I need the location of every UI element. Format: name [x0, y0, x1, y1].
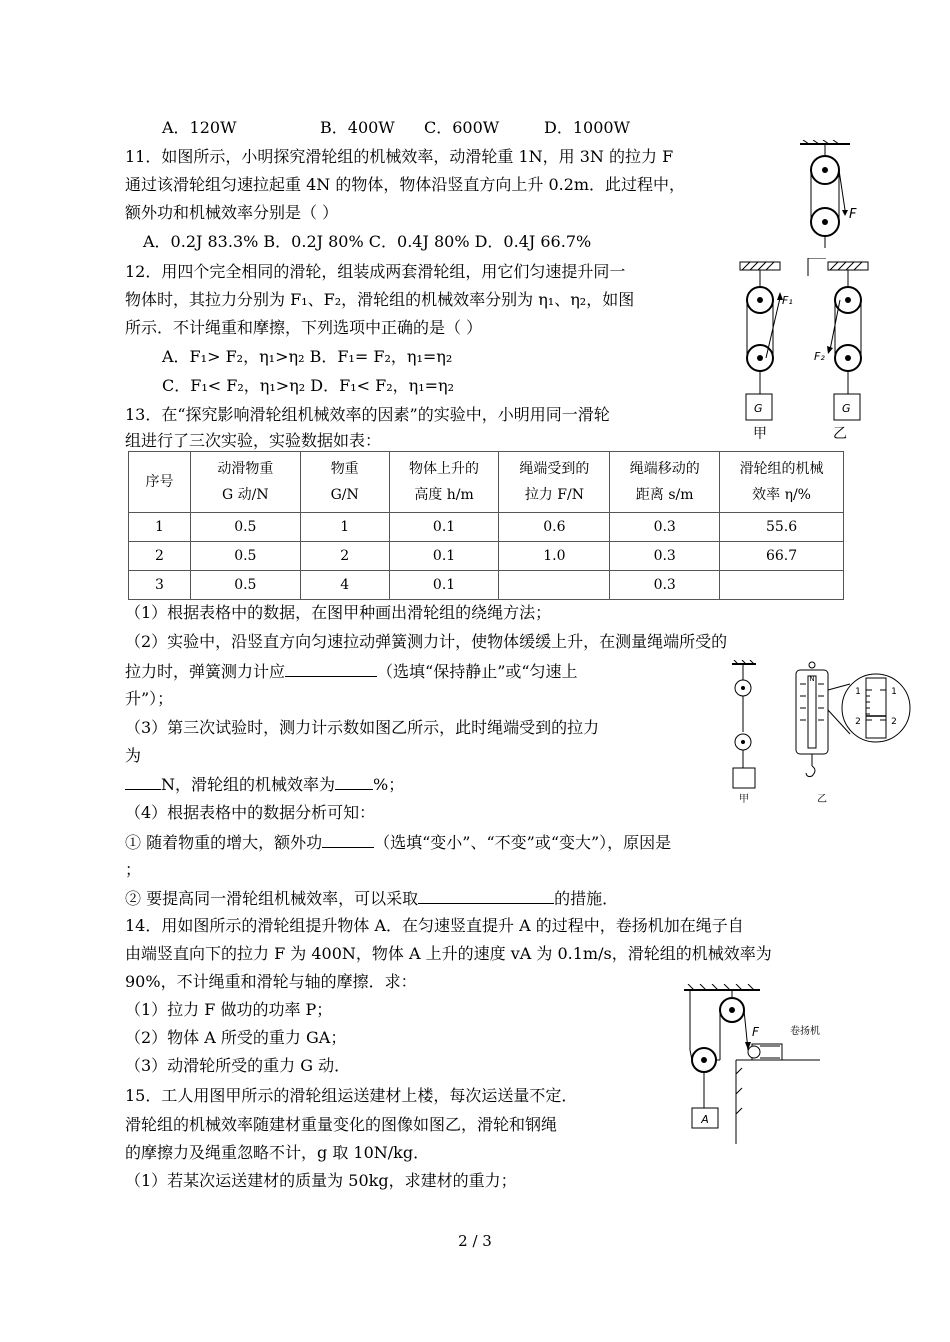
table-cell [720, 571, 844, 600]
q14-sub3: （3）动滑轮所受的重力 G 动． [125, 1056, 351, 1075]
table-cell: 4 [300, 571, 389, 600]
q13-line2: 组进行了三次实验，实验数据如表： [125, 431, 382, 450]
q12-pulley-figure [736, 258, 876, 448]
table-row [129, 513, 844, 542]
q13-part4b: ② 要提高同一滑轮组机械效率，可以采取 的措施． [125, 889, 619, 908]
q13-part2-line1: （2）实验中，沿竖直方向匀速拉动弹簧测力计，使物体缓缓上升，在测量绳端所受的 [125, 632, 728, 651]
q12-options-ab: A．F₁> F₂，η₁>η₂ B．F₁= F₂，η₁=η₂ [162, 347, 453, 366]
q13-part4a-end: ； [125, 860, 142, 879]
q15-line3: 的摩擦力及绳重忽略不计，g 取 10N/kg． [125, 1143, 430, 1162]
q12-line2: 物体时，其拉力分别为 F₁、F₂，滑轮组的机械效率分别为 η₁、η₂，如图 [125, 290, 635, 309]
q12-fig-f1: F₁ [782, 294, 793, 307]
q11-options: A．0.2J 83.3% B．0.2J 80% C．0.4J 80% D．0.4J 66.7% [143, 232, 592, 251]
q11-line3: 额外功和机械效率分别是（ ） [125, 203, 339, 222]
q12-fig-g-jia: G [754, 402, 763, 415]
table-cell: 0.5 [190, 571, 300, 600]
q13-part4b-blank[interactable] [418, 887, 554, 904]
q13-fig-scale-2-left: 2 [855, 717, 861, 727]
q11-line1: 11．如图所示，小明探究滑轮组的机械效率，动滑轮重 1N，用 3N 的拉力 F [125, 147, 674, 166]
q13-fig-label-yi: 乙 [817, 794, 827, 805]
q15-sub1: （1）若某次运送建材的质量为 50kg，求建材的重力； [125, 1171, 517, 1190]
q13-data-table [128, 451, 844, 600]
table-cell: 66.7 [720, 542, 844, 571]
q13-fig-label-jia: 甲 [739, 794, 749, 805]
q14-fig-winch-label: 卷扬机 [790, 1026, 820, 1037]
q12-options-cd: C．F₁< F₂，η₁>η₂ D．F₁< F₂，η₁=η₂ [162, 376, 455, 395]
table-header-cell: 绳端受到的 拉力 F/N [499, 452, 610, 513]
table-header-cell: 序号 [129, 452, 191, 513]
q12-fig-g-yi: G [842, 402, 851, 415]
q14-line2: 由端竖直向下的拉力 F 为 400N，物体 A 上升的速度 vA 为 0.1m/s，滑轮组的机械效率为 [125, 944, 772, 963]
table-cell: 55.6 [720, 513, 844, 542]
table-cell: 1.0 [499, 542, 610, 571]
q13-part2-blank[interactable] [285, 660, 377, 677]
q14-sub1: （1）拉力 F 做功的功率 P； [125, 1000, 333, 1019]
q14-line1: 14．用如图所示的滑轮组提升物体 A．在匀速竖直提升 A 的过程中，卷扬机加在绳子自 [125, 916, 744, 935]
table-header-cell: 滑轮组的机械 效率 η/% [720, 452, 844, 513]
q12-line3: 所示．不计绳重和摩擦，下列选项中正确的是（ ） [125, 318, 483, 337]
table-cell: 0.3 [610, 571, 720, 600]
table-header-cell: 物体上升的 高度 h/m [389, 452, 499, 513]
q14-winch-figure [670, 984, 840, 1150]
table-cell: 0.6 [499, 513, 610, 542]
q13-part4a-blank[interactable] [322, 831, 374, 848]
table-cell: 1 [300, 513, 389, 542]
q13-figure [726, 660, 916, 810]
q13-part3-line3: N，滑轮组的机械效率为 %； [125, 773, 404, 796]
q10-option-d: D．1000W [544, 118, 630, 137]
q12-fig-label-jia: 甲 [753, 426, 767, 442]
q12-line1: 12．用四个完全相同的滑轮，组装成两套滑轮组，用它们匀速提升同一 [125, 262, 626, 281]
q14-fig-a-label: A [701, 1113, 709, 1126]
q10-option-c: C．600W [424, 118, 500, 137]
table-cell: 0.3 [610, 542, 720, 571]
q13-fig-scale-1-right: 1 [891, 687, 897, 697]
q13-part4: （4）根据表格中的数据分析可知： [125, 803, 376, 822]
q13-part3-efficiency-blank[interactable] [335, 773, 373, 790]
table-cell: 0.3 [610, 513, 720, 542]
q14-fig-force-label: F [752, 1025, 759, 1039]
q14-sub2: （2）物体 A 所受的重力 GA； [125, 1028, 347, 1047]
table-cell: 3 [129, 571, 191, 600]
q14-line3: 90%，不计绳重和滑轮与轴的摩擦．求： [125, 972, 417, 991]
q13-part3-line1: （3）第三次试验时，测力计示数如图乙所示，此时绳端受到的拉力 [125, 718, 600, 737]
table-cell: 0.1 [389, 571, 499, 600]
table-cell: 0.5 [190, 513, 300, 542]
q12-fig-label-yi: 乙 [833, 426, 847, 442]
table-cell: 1 [129, 513, 191, 542]
q13-part3-force-blank[interactable] [125, 773, 161, 790]
table-header-cell: 动滑物重 G 动/N [190, 452, 300, 513]
table-header-row [129, 452, 844, 513]
q13-fig-scale-2-right: 2 [891, 717, 897, 727]
q15-line2: 滑轮组的机械效率随建材重量变化的图像如图乙，滑轮和钢绳 [125, 1115, 558, 1134]
table-cell: 0.1 [389, 542, 499, 571]
q11-line2: 通过该滑轮组匀速拉起重 4N 的物体，物体沿竖直方向上升 0.2m．此过程中， [125, 175, 686, 194]
table-cell [499, 571, 610, 600]
q13-part3-line2: 为 [125, 746, 142, 765]
q11-fig-force-label: F [849, 207, 857, 222]
table-cell: 2 [300, 542, 389, 571]
q10-option-b: B．400W [320, 118, 395, 137]
q15-line1: 15．工人用图甲所示的滑轮组运送建材上楼，每次运送量不定． [125, 1086, 578, 1105]
q13-part2-line2: 拉力时，弹簧测力计应 （选填“保持静止”或“匀速上 [125, 662, 578, 681]
q13-part1: （1）根据表格中的数据，在图甲种画出滑轮组的绕绳方法； [125, 603, 552, 622]
q10-options [162, 117, 630, 139]
q13-fig-scale-n: N [809, 675, 815, 683]
page-number: 2 / 3 [458, 1232, 492, 1250]
q13-part4a: ① 随着物重的增大，额外功 （选填“变小”、“不变”或“变大”），原因是 [125, 833, 672, 852]
q12-fig-f2: F₂ [814, 350, 825, 363]
q11-pulley-figure [795, 140, 865, 252]
table-cell: 0.1 [389, 513, 499, 542]
q13-fig-scale-1-left: 1 [855, 687, 861, 697]
table-header-cell: 物重 G/N [300, 452, 389, 513]
table-cell: 2 [129, 542, 191, 571]
table-row [129, 571, 844, 600]
table-cell: 0.5 [190, 542, 300, 571]
q13-line1: 13．在“探究影响滑轮组机械效率的因素”的实验中，小明用同一滑轮 [125, 405, 610, 424]
q10-option-a: A．120W [162, 118, 237, 137]
table-row [129, 542, 844, 571]
table-header-cell: 绳端移动的 距离 s/m [610, 452, 720, 513]
q13-part2-line3: 升”）； [125, 689, 174, 708]
